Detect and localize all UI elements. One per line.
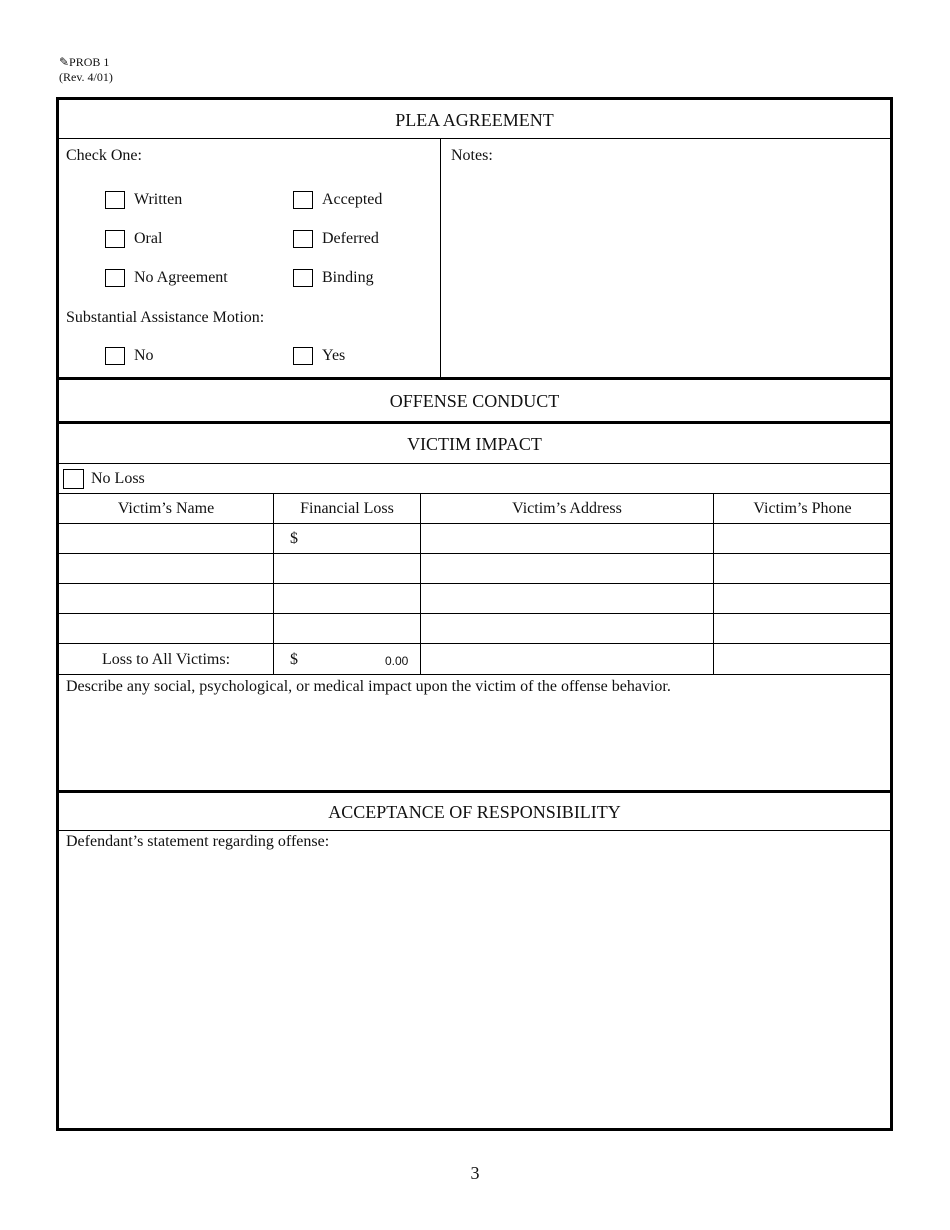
offense-conduct-title: OFFENSE CONDUCT <box>389 391 560 411</box>
defendant-statement-label: Defendant’s statement regarding offense: <box>66 833 330 850</box>
binding-label: Binding <box>322 269 374 286</box>
victim-impact-prompt: Describe any social, psychological, or medical impact upon the victim of the offense behavior. <box>66 678 671 695</box>
check-one-label: Check One: <box>66 147 142 164</box>
loss-to-all-victims-label: Loss to All Victims: <box>101 651 231 668</box>
column-header-victim-phone: Victim’s Phone <box>753 500 852 517</box>
victim-address-cell[interactable] <box>421 614 713 643</box>
binding-checkbox[interactable] <box>293 269 313 287</box>
column-header-victim-address: Victim’s Address <box>512 500 622 517</box>
notes-label: Notes: <box>451 147 493 164</box>
victim-name-cell[interactable] <box>59 524 273 553</box>
oral-label: Oral <box>134 230 163 247</box>
substantial-yes-label: Yes <box>322 347 346 364</box>
plea-agreement-title: PLEA AGREEMENT <box>395 110 554 130</box>
victim-name-cell[interactable] <box>59 554 273 583</box>
form-container <box>56 97 893 1131</box>
victim-address-cell[interactable] <box>421 554 713 583</box>
defendant-statement-area[interactable] <box>63 856 889 1126</box>
divider <box>59 377 890 380</box>
total-loss-value: 0.00 <box>385 654 409 668</box>
page-number: 3 <box>470 1163 480 1183</box>
form-revision: (Rev. 4/01) <box>59 70 113 84</box>
financial-loss-cell[interactable] <box>274 554 420 583</box>
financial-loss-cell[interactable] <box>274 614 420 643</box>
deferred-label: Deferred <box>322 230 379 247</box>
financial-loss-cell[interactable] <box>274 584 420 613</box>
victim-impact-text-area[interactable] <box>63 700 889 788</box>
victim-phone-cell[interactable] <box>714 584 891 613</box>
substantial-no-label: No <box>134 347 154 364</box>
victim-phone-cell[interactable] <box>714 554 891 583</box>
column-header-victim-name: Victim’s Name <box>117 500 215 517</box>
victim-name-cell[interactable] <box>59 614 273 643</box>
no-loss-checkbox[interactable] <box>63 469 84 489</box>
accepted-label: Accepted <box>322 191 383 208</box>
divider <box>59 643 890 644</box>
financial-loss-cell[interactable] <box>304 524 420 553</box>
total-currency: $ <box>290 651 298 668</box>
victim-phone-cell[interactable] <box>714 524 891 553</box>
deferred-checkbox[interactable] <box>293 230 313 248</box>
victim-phone-cell[interactable] <box>714 614 891 643</box>
written-label: Written <box>134 191 183 208</box>
divider <box>59 421 890 424</box>
no-loss-label: No Loss <box>91 470 145 487</box>
accepted-checkbox[interactable] <box>293 191 313 209</box>
divider <box>59 674 890 675</box>
victim-impact-title: VICTIM IMPACT <box>407 434 542 454</box>
victim-address-cell[interactable] <box>421 524 713 553</box>
substantial-assistance-label: Substantial Assistance Motion: <box>66 309 265 326</box>
victim-address-cell[interactable] <box>421 584 713 613</box>
notes-area[interactable] <box>443 170 891 375</box>
acceptance-title: ACCEPTANCE OF RESPONSIBILITY <box>328 802 621 822</box>
divider <box>59 790 890 793</box>
divider <box>440 138 441 378</box>
victim-name-cell[interactable] <box>59 584 273 613</box>
divider <box>59 493 890 494</box>
divider <box>59 830 890 831</box>
no-agreement-label: No Agreement <box>134 269 228 286</box>
form-id: ✎PROB 1 <box>59 55 110 69</box>
no-agreement-checkbox[interactable] <box>105 269 125 287</box>
column-header-financial-loss: Financial Loss <box>300 500 394 517</box>
written-checkbox[interactable] <box>105 191 125 209</box>
substantial-no-checkbox[interactable] <box>105 347 125 365</box>
oral-checkbox[interactable] <box>105 230 125 248</box>
form-header <box>59 55 113 85</box>
divider <box>59 138 890 139</box>
substantial-yes-checkbox[interactable] <box>293 347 313 365</box>
divider <box>59 463 890 464</box>
financial-loss-currency: $ <box>290 530 298 547</box>
